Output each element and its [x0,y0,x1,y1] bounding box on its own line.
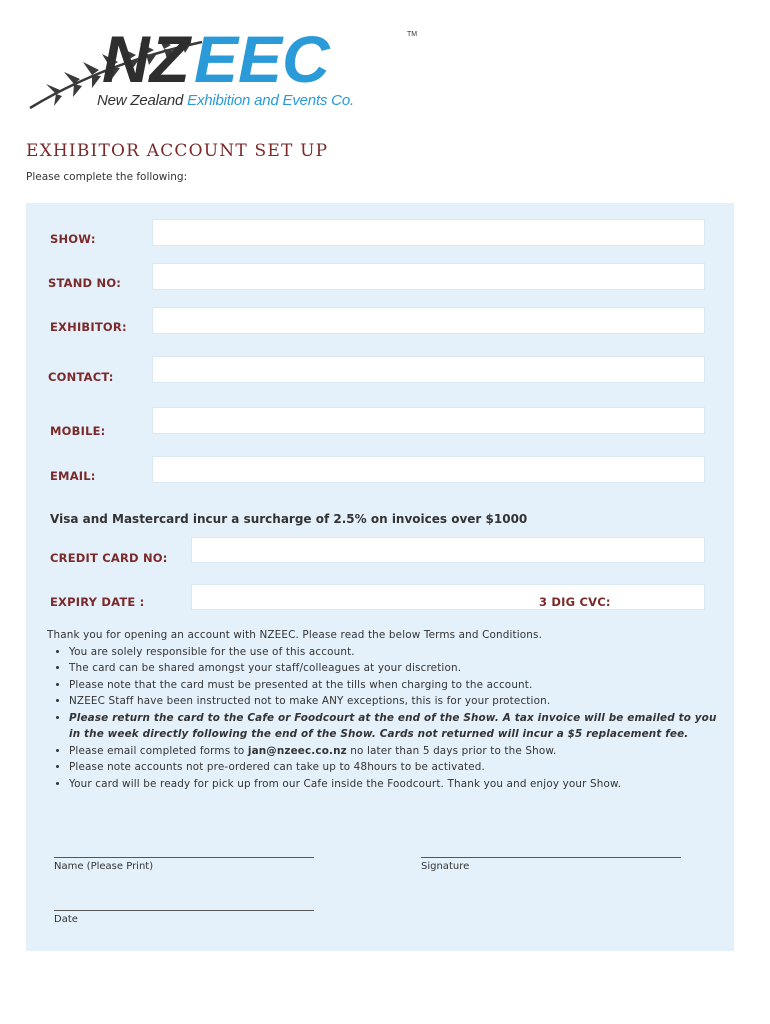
contact-label: CONTACT: [48,370,114,384]
signature-line[interactable] [421,857,681,858]
exhibitor-label: EXHIBITOR: [50,320,127,334]
terms-item-return-card: • Please return the card to the Cafe or Foodcourt at the end of the Show. A tax invoice will be emailed to you in the week directly following the end of the Show. Cards not returned will incur a $5 replacement fee. [69,710,717,743]
terms-item: • Please note that the card must be presented at the tills when charging to the account. [69,677,717,694]
show-field[interactable] [152,219,705,246]
terms-item: • NZEEC Staff have been instructed not to make ANY exceptions, this is for your protection. [69,693,717,710]
terms-list [47,644,717,793]
logo-brand-eec: EEC [194,24,330,96]
name-signature-line[interactable] [54,857,314,858]
trademark-mark: TM [407,31,418,38]
date-line[interactable] [54,910,314,911]
surcharge-note: Visa and Mastercard incur a surcharge of 2.5% on invoices over $1000 [50,512,528,526]
exhibitor-field[interactable] [152,307,705,334]
stand-no-label: STAND NO: [48,276,122,290]
credit-card-label: CREDIT CARD NO: [50,551,168,565]
terms-item: • Your card will be ready for pick up from our Cafe inside the Foodcourt. Thank you and enjoy your Show. [69,776,717,793]
form-panel [26,203,734,951]
expiry-date-field[interactable] [191,584,705,610]
cvc-label: 3 DIG CVC: [539,595,611,609]
terms-email-post: no later than 5 days prior to the Show. [346,744,557,757]
show-label: SHOW: [50,232,96,246]
contact-email-link[interactable]: jan@nzeec.co.nz [247,744,347,757]
terms-and-conditions [47,627,717,792]
date-label: Date [54,914,78,925]
terms-item: • The card can be shared amongst your staff/colleagues at your discretion. [69,660,717,677]
email-field[interactable] [152,456,705,483]
email-label: EMAIL: [50,469,96,483]
signature-label: Signature [421,861,470,872]
credit-card-field[interactable] [191,537,705,563]
mobile-label: MOBILE: [50,424,106,438]
terms-item: • You are solely responsible for the use of this account. [69,644,717,661]
terms-item: • Please note accounts not pre-ordered can take up to 48hours to be activated. [69,759,717,776]
logo-tagline-dark: New Zealand [97,92,184,109]
terms-email-pre: Please email completed forms to [69,744,248,757]
page-subtitle: Please complete the following: [26,171,188,183]
terms-intro: Thank you for opening an account with NZEEC. Please read the below Terms and Conditions. [47,629,543,641]
terms-item-email [69,743,717,760]
mobile-field[interactable] [152,407,705,434]
page-title: EXHIBITOR ACCOUNT SET UP [26,141,329,161]
contact-field[interactable] [152,356,705,383]
logo-tagline-blue: Exhibition and Events Co. [187,92,354,109]
logo-brand-nz: NZ [102,24,190,96]
name-print-label: Name (Please Print) [54,861,154,872]
stand-no-field[interactable] [152,263,705,290]
logo-tagline [97,92,354,109]
expiry-date-label: EXPIRY DATE : [50,595,145,609]
